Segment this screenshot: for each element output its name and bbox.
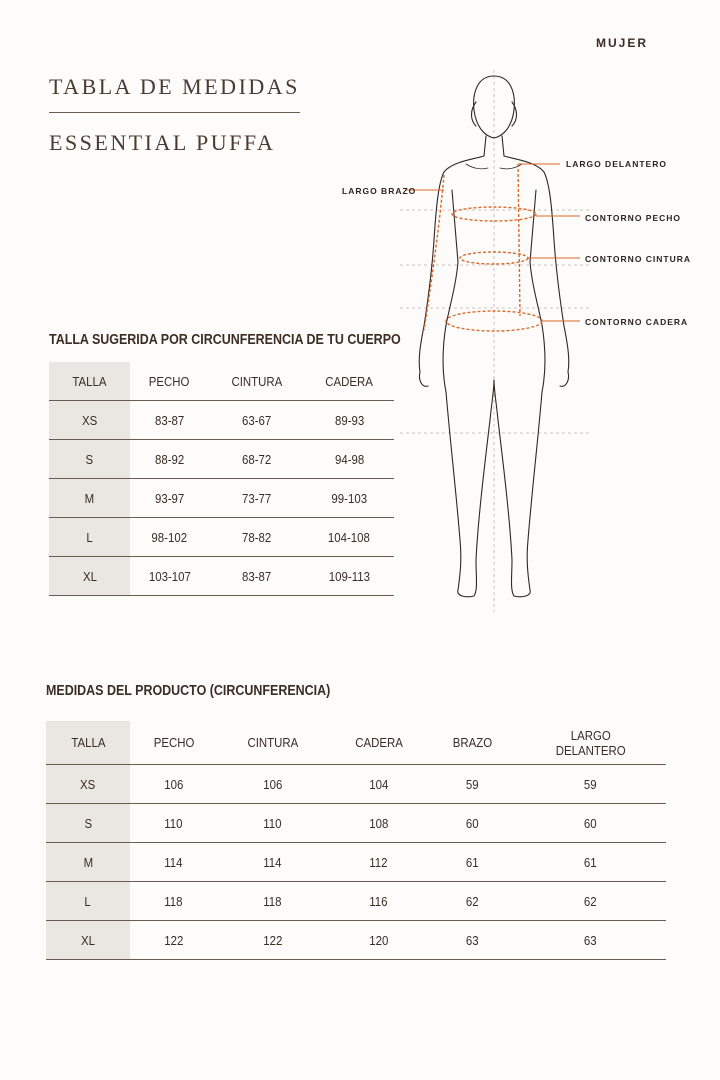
table-row: [46, 765, 666, 804]
size-cell: XL: [46, 921, 130, 960]
table-header-row: [46, 721, 666, 765]
table-row: [46, 804, 666, 843]
body-silhouette-icon: [380, 60, 620, 620]
table-cell: 122: [218, 921, 328, 960]
table-cell: 108: [327, 804, 430, 843]
table-cell: 89-93: [304, 401, 394, 440]
body-size-table: [49, 362, 394, 596]
table-row: [49, 401, 394, 440]
table-cell: 116: [327, 882, 430, 921]
label-largo-delantero: LARGO DELANTERO: [566, 159, 667, 169]
table-cell: 110: [130, 804, 218, 843]
header-delantero: DELANTERO: [555, 742, 626, 758]
table-row: [49, 479, 394, 518]
table-cell: 106: [130, 765, 218, 804]
header-cell: CINTURA: [218, 721, 328, 765]
table-header-row: [49, 362, 394, 401]
table-cell: 104: [327, 765, 430, 804]
table-cell: 104-108: [304, 518, 394, 557]
table-cell: 63: [430, 921, 515, 960]
size-cell: XS: [46, 765, 130, 804]
table-cell: 122: [130, 921, 218, 960]
table-row: [49, 440, 394, 479]
table-cell: 103-107: [130, 557, 209, 596]
category-label: MUJER: [595, 36, 648, 50]
header-cell: [515, 721, 666, 765]
table-cell: 114: [218, 843, 328, 882]
size-cell: M: [49, 479, 130, 518]
product-name: ESSENTIAL PUFFA: [49, 130, 276, 155]
header-cell: CADERA: [304, 362, 394, 401]
table-cell: 68-72: [209, 440, 305, 479]
product-table-title: MEDIDAS DEL PRODUCTO (CIRCUNFERENCIA): [46, 683, 331, 699]
title-divider: [49, 112, 300, 113]
table-cell: 83-87: [209, 557, 305, 596]
table-cell: 88-92: [130, 440, 209, 479]
table-row: [46, 921, 666, 960]
table-cell: 62: [430, 882, 515, 921]
table-cell: 62: [515, 882, 666, 921]
table-cell: 60: [515, 804, 666, 843]
label-contorno-pecho: CONTORNO PECHO: [585, 213, 682, 223]
table-cell: 98-102: [130, 518, 209, 557]
table-cell: 59: [430, 765, 515, 804]
table-cell: 93-97: [130, 479, 209, 518]
table-cell: 83-87: [130, 401, 209, 440]
label-contorno-cadera: CONTORNO CADERA: [585, 317, 689, 327]
header-cell: CINTURA: [209, 362, 305, 401]
table-row: [46, 843, 666, 882]
table-cell: 120: [327, 921, 430, 960]
header-cell: PECHO: [130, 721, 218, 765]
table-cell: 78-82: [209, 518, 305, 557]
table-cell: 60: [430, 804, 515, 843]
size-cell: L: [49, 518, 130, 557]
size-cell: S: [46, 804, 130, 843]
table-cell: 118: [218, 882, 328, 921]
product-size-table: [46, 721, 666, 960]
body-table-title: TALLA SUGERIDA POR CIRCUNFERENCIA DE TU CUERPO: [49, 332, 401, 348]
header-cell: PECHO: [130, 362, 209, 401]
table-cell: 61: [515, 843, 666, 882]
page-title: TABLA DE MEDIDAS: [49, 74, 300, 99]
table-row: [46, 882, 666, 921]
table-cell: 73-77: [209, 479, 305, 518]
size-cell: XL: [49, 557, 130, 596]
table-cell: 114: [130, 843, 218, 882]
table-cell: 61: [430, 843, 515, 882]
table-cell: 109-113: [304, 557, 394, 596]
header-cell: TALLA: [46, 721, 130, 765]
table-cell: 118: [130, 882, 218, 921]
header-cell: BRAZO: [430, 721, 515, 765]
header-largo: LARGO: [570, 727, 611, 743]
table-cell: 106: [218, 765, 328, 804]
table-cell: 63: [515, 921, 666, 960]
size-cell: XS: [49, 401, 130, 440]
table-cell: 99-103: [304, 479, 394, 518]
size-cell: M: [46, 843, 130, 882]
label-contorno-cintura: CONTORNO CINTURA: [585, 254, 692, 264]
label-largo-brazo: LARGO BRAZO: [342, 186, 417, 196]
table-cell: 112: [327, 843, 430, 882]
header-cell: TALLA: [49, 362, 130, 401]
table-cell: 59: [515, 765, 666, 804]
header-cell: CADERA: [327, 721, 430, 765]
table-row: [49, 518, 394, 557]
table-cell: 94-98: [304, 440, 394, 479]
table-cell: 110: [218, 804, 328, 843]
table-cell: 63-67: [209, 401, 305, 440]
size-cell: L: [46, 882, 130, 921]
size-cell: S: [49, 440, 130, 479]
table-row: [49, 557, 394, 596]
